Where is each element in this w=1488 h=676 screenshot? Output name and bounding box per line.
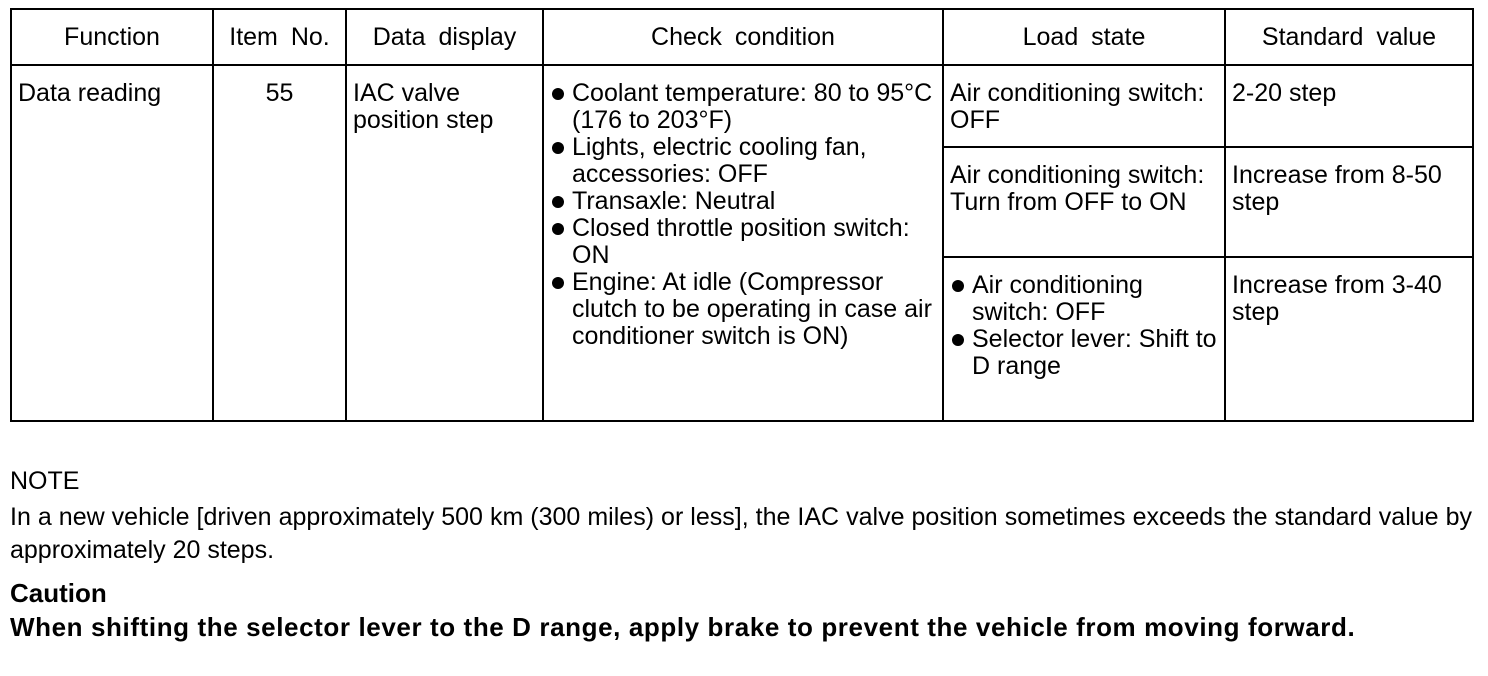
- load-state-cell: [943, 257, 1225, 421]
- caution-title: Caution: [10, 578, 107, 608]
- check-condition-list: [550, 80, 936, 350]
- bullet-icon: [552, 196, 564, 208]
- check-condition-item: Lights, electric cooling fan, accessories: OFF: [550, 134, 936, 188]
- check-condition-item: Engine: At idle (Compressor clutch to be operating in case air conditioner switch is ON): [550, 269, 936, 350]
- header-load-state: Load state: [943, 9, 1225, 65]
- check-condition-item: Transaxle: Neutral: [550, 188, 936, 215]
- bullet-icon: [552, 142, 564, 154]
- check-condition-item: Coolant temperature: 80 to 95°C (176 to 203°F): [550, 80, 936, 134]
- bullet-icon: [952, 334, 964, 346]
- note-title: NOTE: [10, 467, 80, 495]
- standard-value-cell: Increase from 8-50 step: [1225, 147, 1473, 257]
- function-cell: Data reading: [11, 65, 213, 421]
- header-item-no: Item No.: [213, 9, 346, 65]
- standard-value-cell: 2-20 step: [1225, 65, 1473, 147]
- bullet-icon: [952, 280, 964, 292]
- bullet-icon: [552, 88, 564, 100]
- note-body: In a new vehicle [driven approximately 500 km (300 miles) or less], the IAC valve position sometimes exceeds the standard value by approximately 20 steps.: [10, 503, 1472, 564]
- check-condition-cell: [543, 65, 943, 421]
- header-function: Function: [11, 9, 213, 65]
- bullet-icon: [552, 277, 564, 289]
- header-standard-value: Standard value: [1225, 9, 1473, 65]
- bullet-icon: [552, 223, 564, 235]
- load-state-list: [950, 272, 1218, 380]
- load-state-item: Air conditioning switch: OFF: [950, 272, 1218, 326]
- data-display-cell: IAC valve position step: [346, 65, 543, 421]
- load-state-cell: Air conditioning switch: Turn from OFF to ON: [943, 147, 1225, 257]
- table-header-row: [11, 9, 1473, 65]
- item-no-cell: 55: [213, 65, 346, 421]
- header-check-condition: Check condition: [543, 9, 943, 65]
- standard-value-cell: Increase from 3-40 step: [1225, 257, 1473, 421]
- load-state-item: Selector lever: Shift to D range: [950, 326, 1218, 380]
- table-row: [11, 65, 1473, 147]
- spec-table: [10, 8, 1474, 422]
- load-state-cell: Air conditioning switch: OFF: [943, 65, 1225, 147]
- header-data-display: Data display: [346, 9, 543, 65]
- caution-body: When shifting the selector lever to the D range, apply brake to prevent the vehicle from moving forward.: [10, 612, 1356, 642]
- check-condition-item: Closed throttle position switch: ON: [550, 215, 936, 269]
